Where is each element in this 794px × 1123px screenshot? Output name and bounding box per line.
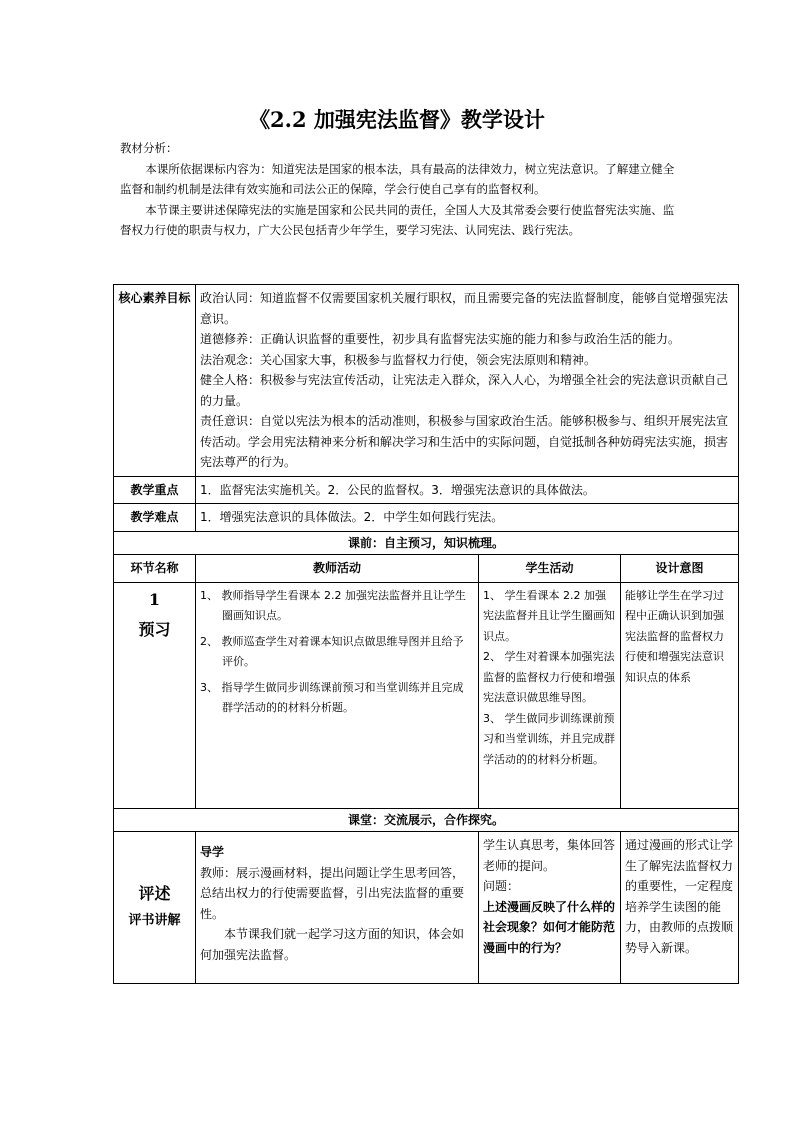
core-literacy-content (196, 285, 739, 477)
review-student (479, 832, 621, 984)
analysis-paragraph-2: 本节课主要讲述保障宪法的实施是国家和公民共同的责任，全国人大及其常委会要行使监督宪法实施、监督权力行使的职责与权力，广大公民包括青少年学生，要学习宪法、认同宪法、践行宪法。 (120, 202, 675, 237)
preview-row (114, 582, 739, 808)
core-item-responsibility: 责任意识：自觉以宪法为根本的活动准则，积极参与国家政治生活。能够积极参与、组织开展宪法宣传活动。学会用宪法精神来分析和解决学习和生活中的实际问题，自觉抵制各种妨碍宪法实施，损害宪法尊严的行为。 (200, 414, 729, 469)
preview-student-step-1: 1、 学生看课本 2.2 加强宪法监督并且让学生圈画知识点。 (483, 588, 615, 643)
band-row-preclass (114, 531, 739, 555)
section-band-preclass: 课前：自主预习，知识梳理。 (114, 531, 739, 555)
preview-teacher-step-1: 1、 教师指导学生看课本 2.2 加强宪法监督并且让学生圈画知识点。 (200, 588, 466, 622)
review-name: 评述 (138, 884, 171, 903)
review-intent: 通过漫画的形式让学生了解宪法监督权力的重要性，一定程度培养学生读图的能力，由教师的点拨顺势导入新课。 (621, 832, 739, 984)
key-points-text: 1．监督宪法实施机关。2．公民的监督权。3．增强宪法意识的具体做法。 (196, 476, 739, 504)
preview-stage (114, 582, 196, 808)
header-intent: 设计意图 (621, 555, 739, 583)
difficulties-text: 1．增强宪法意识的具体做法。2．中学生如何践行宪法。 (196, 504, 739, 532)
preview-name: 预习 (138, 620, 171, 639)
preview-student (479, 582, 621, 808)
preview-teacher (196, 582, 479, 808)
review-teacher (196, 832, 479, 984)
preview-teacher-step-2: 2、 教师巡查学生对着课本知识点做思维导图并且给予评价。 (200, 634, 464, 668)
preview-number: 1 (148, 589, 161, 609)
review-teacher-paragraph-1: 教师：展示漫画材料，提出问题让学生思考回答，总结出权力的行使需要监督，引出宪法监督的重要性。 (200, 865, 465, 921)
core-literacy-label: 核心素养目标 (114, 285, 196, 477)
preview-student-step-3: 3、 学生做同步训练课前预习和当堂训练，并且完成群学活动的的材料分析题。 (483, 711, 615, 766)
header-student: 学生活动 (479, 555, 621, 583)
preview-teacher-step-3: 3、 指导学生做同步训练课前预习和当堂训练并且完成群学活动的的材料分析题。 (200, 680, 464, 714)
analysis-paragraph-1: 本课所依据课标内容为：知道宪法是国家的根本法，具有最高的法律效力，树立宪法意识。了解建立健全监督和制约机制是法律有效实施和司法公正的保障，学会行使自己享有的监督权利。 (120, 161, 675, 196)
difficulties-row (114, 504, 739, 532)
review-question-text: 上述漫画反映了什么样的社会现象？如何才能防范漫画中的行为？ (483, 899, 616, 955)
review-stage (114, 832, 196, 984)
lesson-plan-table (113, 284, 739, 984)
section-band-inclass: 课堂：交流展示，合作探究。 (114, 808, 739, 832)
core-item-political: 政治认同：知道监督不仅需要国家机关履行职权，而且需要完备的宪法监督制度，能够自觉增强宪法意识。 (200, 291, 729, 326)
review-teacher-heading: 导学 (200, 845, 225, 859)
preview-student-step-2: 2、 学生对着课本加强宪法监督的监督权力行使和增强宪法意识做思维导图。 (483, 650, 615, 704)
analysis-heading: 教材分析： (120, 141, 178, 155)
textbook-analysis (120, 138, 680, 241)
band-row-inclass (114, 808, 739, 832)
review-subname: 评书讲解 (128, 912, 181, 928)
key-points-label: 教学重点 (114, 476, 196, 504)
header-teacher: 教师活动 (196, 555, 479, 583)
key-points-row (114, 476, 739, 504)
core-literacy-row (114, 285, 739, 477)
column-header-row (114, 555, 739, 583)
review-question-label: 问题： (483, 879, 520, 893)
review-teacher-paragraph-2: 本节课我们就一起学习这方面的知识，体会如何加强宪法监督。 (200, 927, 465, 962)
page-title: 《2.2 加强宪法监督》教学设计 (249, 107, 545, 132)
header-stage: 环节名称 (114, 555, 196, 583)
review-row (114, 832, 739, 984)
review-student-paragraph: 学生认真思考，集体回答老师的提问。 (483, 838, 616, 873)
core-item-personality: 健全人格：积极参与宪法宣传活动，让宪法走入群众，深入人心，为增强全社会的宪法意识贡献自己的力量。 (200, 373, 729, 408)
core-item-moral: 道德修养：正确认识监督的重要性，初步具有监督宪法实施的能力和参与政治生活的能力。 (200, 332, 681, 346)
difficulties-label: 教学难点 (114, 504, 196, 532)
core-item-law: 法治观念：关心国家大事，积极参与监督权力行使，领会宪法原则和精神。 (200, 352, 597, 367)
preview-intent: 能够让学生在学习过程中正确认识到加强宪法监督的监督权力行使和增强宪法意识知识点的体系 (621, 582, 739, 808)
